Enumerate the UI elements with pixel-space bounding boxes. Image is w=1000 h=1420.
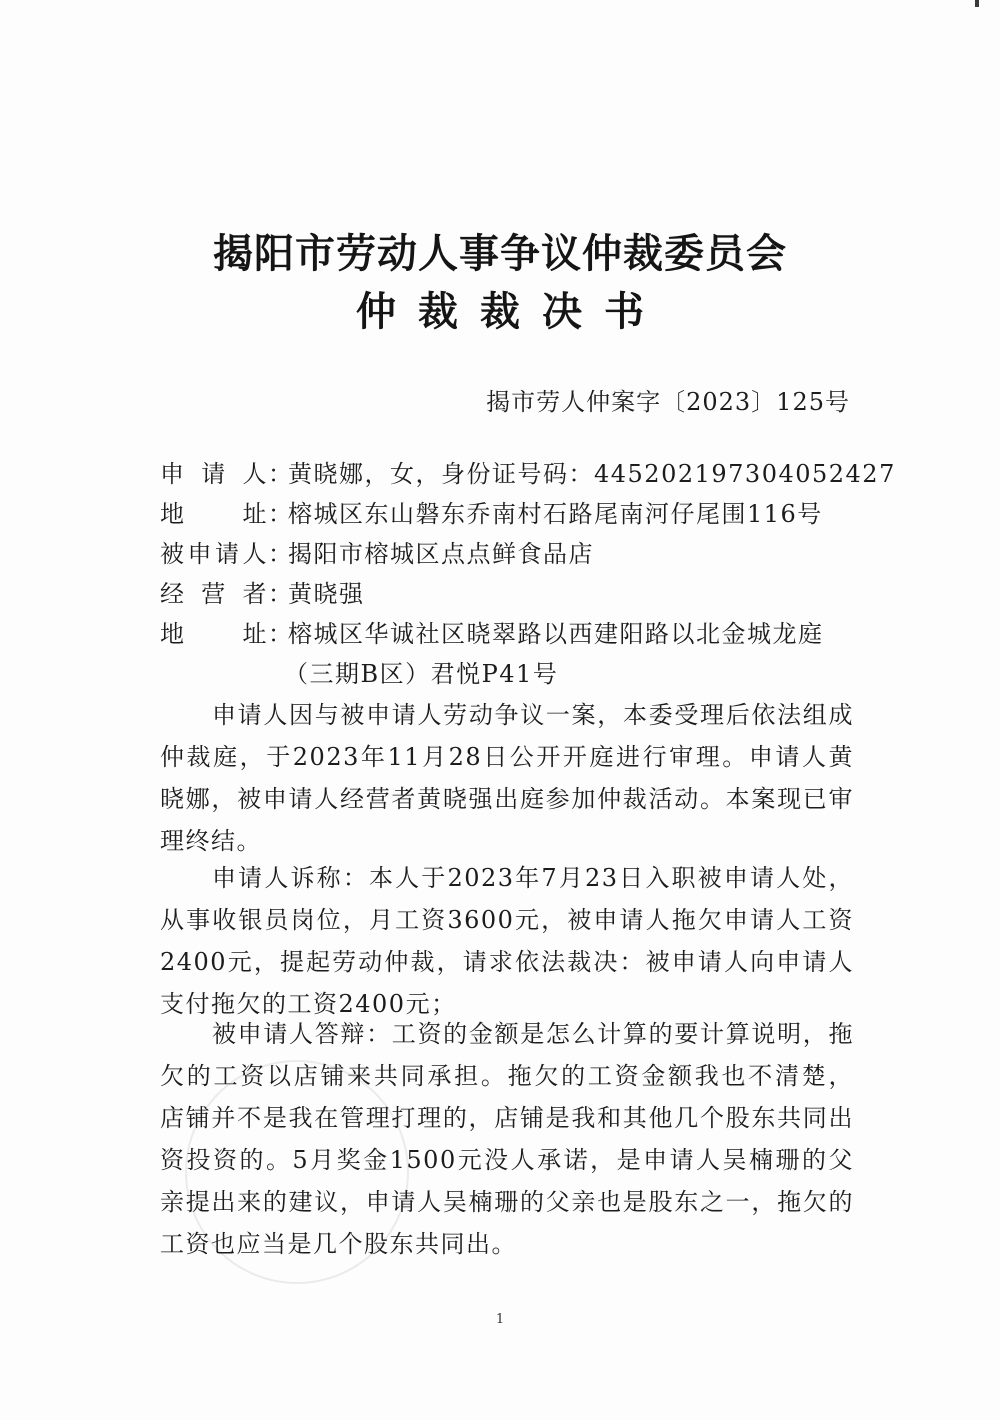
party-label: 被申请人 [160, 540, 268, 568]
paragraph-applicant-claim: 申请人诉称：本人于2023年7月23日入职被申请人处，从事收银员岗位，月工资3600元，被申请人拖欠申请人工资2400元，提起劳动仲裁，请求依法裁决：被申请人向申请人支付拖欠的工资2400元； [160, 864, 854, 1018]
party-respondent-address-cont [284, 656, 558, 692]
party-label: 经营者 [160, 580, 268, 608]
party-operator: 经营者：黄晓强 [160, 576, 365, 612]
party-applicant-address: 地址：榕城区东山磐东乔南村石路尾南河仔尾围116号 [160, 496, 823, 532]
party-value: （三期B区）君悦P41号 [284, 660, 559, 688]
party-value: 揭阳市榕城区点点鲜食品店 [288, 540, 594, 568]
party-value: 榕城区东山磐东乔南村石路尾南河仔尾围116号 [288, 500, 823, 528]
paragraph-case-intro: 申请人因与被申请人劳动争议一案，本委受理后依法组成仲裁庭，于2023年11月28日公开开庭进行审理。申请人黄晓娜，被申请人经营者黄晓强出庭参加仲裁活动。本案现已审理终结。 [160, 701, 854, 855]
party-label: 地址 [160, 500, 268, 528]
party-respondent-address: 地址：榕城区华诚社区晓翠路以西建阳路以北金城龙庭 [160, 616, 824, 652]
party-value: 黄晓娜，女，身份证号码：445202197304052427 [288, 460, 896, 488]
paragraph-respondent-defense: 被申请人答辩：工资的金额是怎么计算的要计算说明，拖欠的工资以店铺来共同承担。拖欠的工资金额我也不清楚， 店铺并不是我在管理打理的，店铺是我和其他几个股东共同出资投资的。5月奖金1500元没人承诺，是申请人吴楠珊的父亲提出来的建议，申请人吴楠珊的父亲也是股东之一，拖欠的工资也应当是几个股东共同出。 [160, 1020, 854, 1258]
party-value: 榕城区华诚社区晓翠路以西建阳路以北金城龙庭 [288, 620, 824, 648]
page-number: 1 [495, 1312, 505, 1327]
party-label: 地址 [160, 620, 268, 648]
party-applicant: 申请人：黄晓娜，女，身份证号码：445202197304052427 [160, 456, 896, 492]
document-title-type: 仲裁裁决书 [356, 289, 666, 335]
party-label: 申请人 [160, 460, 268, 488]
party-respondent: 被申请人：揭阳市榕城区点点鲜食品店 [160, 536, 594, 572]
case-number: 揭市劳人仲案字〔2023〕125号 [486, 388, 850, 416]
scan-corner-mark [975, 0, 979, 7]
document-title-org: 揭阳市劳动人事争议仲裁委员会 [213, 231, 787, 277]
party-value: 黄晓强 [288, 580, 365, 608]
